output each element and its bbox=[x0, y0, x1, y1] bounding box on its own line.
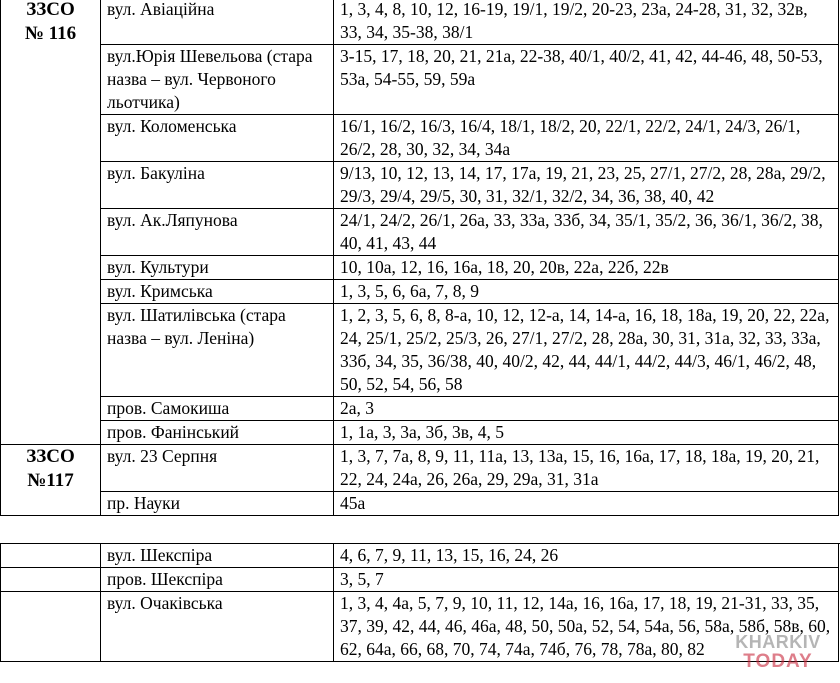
school-cell bbox=[1, 568, 101, 592]
street-cell: вул. Шатилівська (стара назва – вул. Леніна) bbox=[101, 304, 334, 397]
table-row bbox=[1, 115, 839, 162]
street-cell: вул. 23 Серпня bbox=[101, 445, 334, 492]
street-cell: вул. Шекспіра bbox=[101, 544, 334, 568]
table-row bbox=[1, 421, 839, 445]
street-cell: пр. Науки bbox=[101, 492, 334, 516]
table-row bbox=[1, 304, 839, 397]
houses-cell: 1, 3, 4, 8, 10, 12, 16-19, 19/1, 19/2, 20-23, 23а, 24-28, 31, 32, 32в, 33, 34, 35-38, 38/1 bbox=[334, 0, 839, 45]
table-row bbox=[1, 45, 839, 115]
houses-cell: 1, 1а, 3, 3а, 3б, 3в, 4, 5 bbox=[334, 421, 839, 445]
table-row bbox=[1, 397, 839, 421]
houses-cell: 3-15, 17, 18, 20, 21, 21а, 22-38, 40/1, 40/2, 41, 42, 44-46, 48, 50-53, 53а, 54-55, 59, 59а bbox=[334, 45, 839, 115]
street-cell: вул. Бакуліна bbox=[101, 162, 334, 209]
houses-cell: 2а, 3 bbox=[334, 397, 839, 421]
school-cell: ЗЗСО № 116 bbox=[1, 0, 101, 445]
address-table-bottom bbox=[0, 543, 839, 662]
houses-cell: 45а bbox=[334, 492, 839, 516]
table-row bbox=[1, 0, 839, 45]
table-row bbox=[1, 280, 839, 304]
houses-cell: 1, 3, 4, 4а, 5, 7, 9, 10, 11, 12, 14а, 16, 16а, 17, 18, 19, 21-31, 33, 35, 37, 39, 42, 44, 46, 46а, 48, 50, 50а, 52, 54, 54а, 56, 58а, 58б, 58в, 60, 62, 64а, 66, 68, 70, 74, 74а, 74б, 76, 78, 78а, 80, 82 bbox=[334, 592, 839, 662]
watermark-line-1: KHARKIV bbox=[735, 632, 821, 652]
street-cell: пров. Шекспіра bbox=[101, 568, 334, 592]
houses-cell: 9/13, 10, 12, 13, 14, 17, 17а, 19, 21, 23, 25, 27/1, 27/2, 28, 28а, 29/2, 29/3, 29/4, 29/5, 30, 31, 32/1, 32/2, 34, 36, 38, 40, 42 bbox=[334, 162, 839, 209]
table-row bbox=[1, 162, 839, 209]
houses-cell: 24/1, 24/2, 26/1, 26а, 33, 33а, 33б, 34, 35/1, 35/2, 36, 36/1, 36/2, 38, 40, 41, 43, 44 bbox=[334, 209, 839, 256]
street-cell: вул. Авіаційна bbox=[101, 0, 334, 45]
street-cell: вул. Очаківська bbox=[101, 592, 334, 662]
houses-cell: 1, 2, 3, 5, 6, 8, 8-а, 10, 12, 12-а, 14, 14-а, 16, 18, 18а, 19, 20, 22, 22а, 24, 25/1, 25/2, 25/3, 26, 27/1, 27/2, 28, 28а, 30, 31, 31а, 32, 33, 33а, 33б, 34, 35, 36/38, 40, 40/2, 42, 44, 44/1, 44/2, 44/3, 46/1, 46/2, 48, 50, 52, 54, 56, 58 bbox=[334, 304, 839, 397]
houses-cell: 1, 3, 7, 7а, 8, 9, 11, 11а, 13, 13а, 15, 16, 16а, 17, 18, 18а, 19, 20, 21, 22, 24, 24а, 26, 26а, 29, 29а, 31, 31а bbox=[334, 445, 839, 492]
street-cell: вул.Юрія Шевельова (стара назва – вул. Червоного льотчика) bbox=[101, 45, 334, 115]
table-row bbox=[1, 492, 839, 516]
houses-cell: 10, 10а, 12, 16, 16а, 18, 20, 20в, 22а, 22б, 22в bbox=[334, 256, 839, 280]
street-cell: вул. Ак.Ляпунова bbox=[101, 209, 334, 256]
table-row bbox=[1, 445, 839, 492]
kharkiv-today-watermark bbox=[728, 633, 828, 677]
table-row bbox=[1, 256, 839, 280]
table-row bbox=[1, 592, 839, 662]
street-cell: пров. Фанінський bbox=[101, 421, 334, 445]
watermark-line-2: TODAY bbox=[743, 651, 813, 672]
houses-cell: 3, 5, 7 bbox=[334, 568, 839, 592]
houses-cell: 1, 3, 5, 6, 6а, 7, 8, 9 bbox=[334, 280, 839, 304]
table-row bbox=[1, 568, 839, 592]
street-cell: вул. Кримська bbox=[101, 280, 334, 304]
school-cell bbox=[1, 544, 101, 568]
houses-cell: 16/1, 16/2, 16/3, 16/4, 18/1, 18/2, 20, 22/1, 22/2, 24/1, 24/3, 26/1, 26/2, 28, 30, 32, 34, 34а bbox=[334, 115, 839, 162]
street-cell: пров. Самокиша bbox=[101, 397, 334, 421]
table-row bbox=[1, 544, 839, 568]
school-cell: ЗЗСО №117 bbox=[1, 445, 101, 516]
street-cell: вул. Коломенська bbox=[101, 115, 334, 162]
school-cell bbox=[1, 592, 101, 662]
houses-cell: 4, 6, 7, 9, 11, 13, 15, 16, 24, 26 bbox=[334, 544, 839, 568]
street-cell: вул. Культури bbox=[101, 256, 334, 280]
table-row bbox=[1, 209, 839, 256]
